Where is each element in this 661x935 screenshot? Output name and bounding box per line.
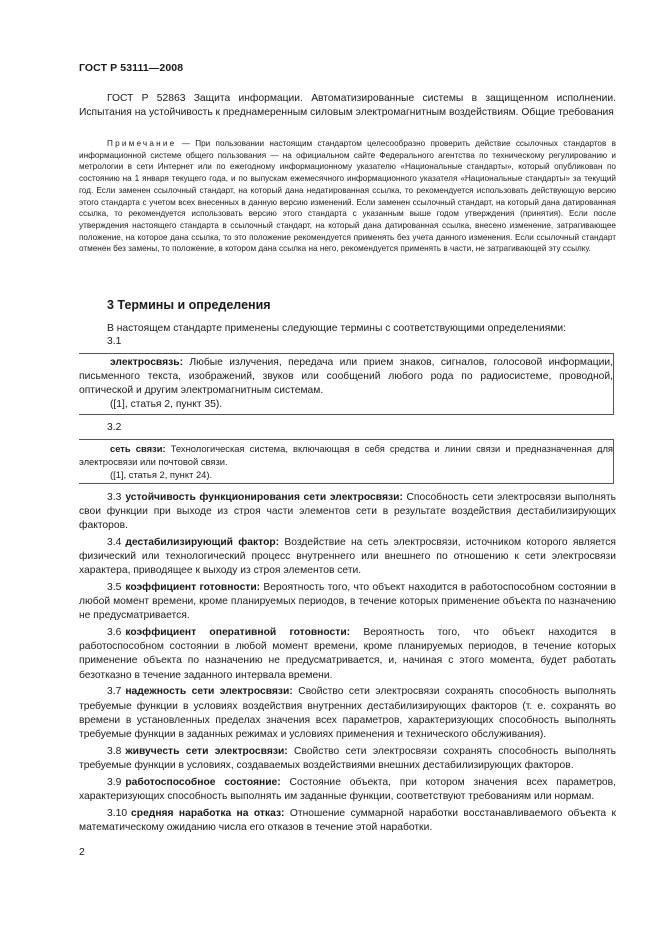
definition-item: 3.3 устойчивость функционирования сети электросвязи: Способность сети электросвязи выполнять свои функции при выходе из строя части элементов сети в результате воздействия дестабилизирующих факторов.	[79, 492, 616, 532]
term-name: электросвязь:	[110, 357, 184, 368]
page-number: 2	[79, 846, 85, 858]
term-name: работоспособное состояние:	[125, 776, 281, 788]
term-box-3-1	[79, 353, 614, 415]
definition-item: 3.4 дестабилизирующий фактор: Воздействие на сеть электросвязи, источником которого является физический или технологический процесс внутреннего или внешнего по отношению к сети электросвязи характера, приводящее к выходу из строя элементов сети.	[79, 537, 617, 577]
definition-item: 3.5 коэффициент готовности: Вероятность того, что объект находится в работоспособном состоянии в любой момент времени, кроме планируемых периодов, в течение которых применение объекта по назначению не предусматривается.	[79, 582, 616, 622]
term-definition	[79, 356, 613, 398]
term-name: сеть связи:	[110, 443, 166, 454]
term-name: коэффициент оперативной готовности:	[125, 627, 351, 639]
term-name: дестабилизирующий фактор:	[125, 537, 280, 549]
term-name: коэффициент готовности:	[125, 582, 261, 594]
term-name: средняя наработка на отказ:	[131, 807, 285, 819]
definition-item: 3.6 коэффициент оперативной готовности: Вероятность того, что объект находится в работоспособном состоянии в любой момент времени, кроме планируемых периодов, в течение которых применение объекта по назначению не предусматривается, и, начиная с этого момента, будет работать безотказно в течение заданного интервала времени.	[79, 627, 616, 681]
term-text: Любые излучения, передача или прием знаков, сигналов, голосовой информации, письменного текста, изображений, звуков или сообщений любого рода по радиосистеме, проводной, оптической и другим электромагнитным системам.	[79, 357, 613, 396]
reference-text: ГОСТ Р 52863 Защита информации. Автоматизированные системы в защищенном исполнении. Испытания на устойчивость к преднамеренным силовым электромагнитным воздействиям. Общие требования	[79, 93, 616, 118]
term-name: надежность сети электросвязи:	[125, 686, 293, 698]
section-intro: В настоящем стандарте применены следующие термины с соответствующими определениями:	[107, 323, 567, 334]
definition-item: 3.9 работоспособное состояние: Состояние объекта, при котором значения всех параметров, характеризующих способность выполнять им заданные функции, соответствуют требованиям или нормам.	[79, 776, 616, 802]
normative-reference	[79, 92, 616, 119]
term-text: Технологическая система, включающая в себя средства и линии связи и предназначенная для электросвязи или почтовой связи.	[79, 443, 613, 467]
note-label: Примечание	[107, 139, 177, 148]
term-number-3-2: 3.2	[107, 422, 122, 433]
term-source: ([1], статья 2, пункт 24).	[110, 469, 213, 480]
term-definition	[79, 442, 613, 468]
definition-item: 3.10 средняя наработка на отказ: Отношение суммарной наработки восстанавливаемого объекта к математическому ожиданию числа его отказов в течение этой наработки.	[79, 807, 617, 833]
section-title: 3 Термины и определения	[107, 298, 271, 312]
term-name: устойчивость функционирования сети электросвязи:	[125, 492, 403, 503]
term-number-3-1: 3.1	[107, 336, 122, 347]
definition-item: 3.8 живучесть сети электросвязи: Свойство сети электросвязи сохранять способность выполнять требуемые функции в условиях, создаваемых воздействиями внешних дестабилизирующих факторов.	[79, 745, 616, 771]
note-paragraph	[79, 138, 616, 255]
definition-item: 3.7 надежность сети электросвязи: Свойство сети электросвязи сохранять способность выполнять требуемые функции в условиях воздействия внутренних дестабилизирующих факторов (т. е. сохранять во времени в установленных пределах значения всех параметров, характеризующих способность выполнять требуемые функции в заданных режимах и условиях применения и технического обслуживания).	[79, 686, 616, 740]
term-name: живучесть сети электросвязи:	[125, 745, 288, 757]
document-header: ГОСТ Р 53111—2008	[79, 62, 184, 74]
term-box-3-2	[79, 439, 614, 484]
term-source: ([1], статья 2, пункт 35).	[110, 399, 223, 410]
note-text: — При пользовании настоящим стандартом целесообразно проверить действие ссылочных стандартов в информационной системе общего пользования — на официальном сайте Федерального агентства по техническому регулированию и метрологии в сети Интернет или по ежегодному информационному указателю «Национальные стандарты», который опубликован по состоянию на 1 января текущего года, и по выпускам ежемесячного информационного указателя «Национальные стандарты» за текущий год. Если заменен ссылочный стандарт, на который дана недатированная ссылка, то рекомендуется использовать действующую версию этого стандарта с учетом всех внесенных в данную версию изменений. Если заменен ссылочный стандарт, на который дана датированная ссылка, то рекомендуется использовать версию этого стандарта с указанным выше годом утверждения (принятия). Если после утверждения настоящего стандарта в ссылочный стандарт, на который дана датированная ссылка, внесено изменение, затрагивающее положение, на которое дана ссылка, то это положение рекомендуется применять без учета данного изменения. Если ссылочный стандарт отменен без замены, то положение, в котором дана ссылка на него, рекомендуется применять в части, не затрагивающей эту ссылку.	[79, 139, 616, 254]
definitions-list	[79, 491, 616, 838]
